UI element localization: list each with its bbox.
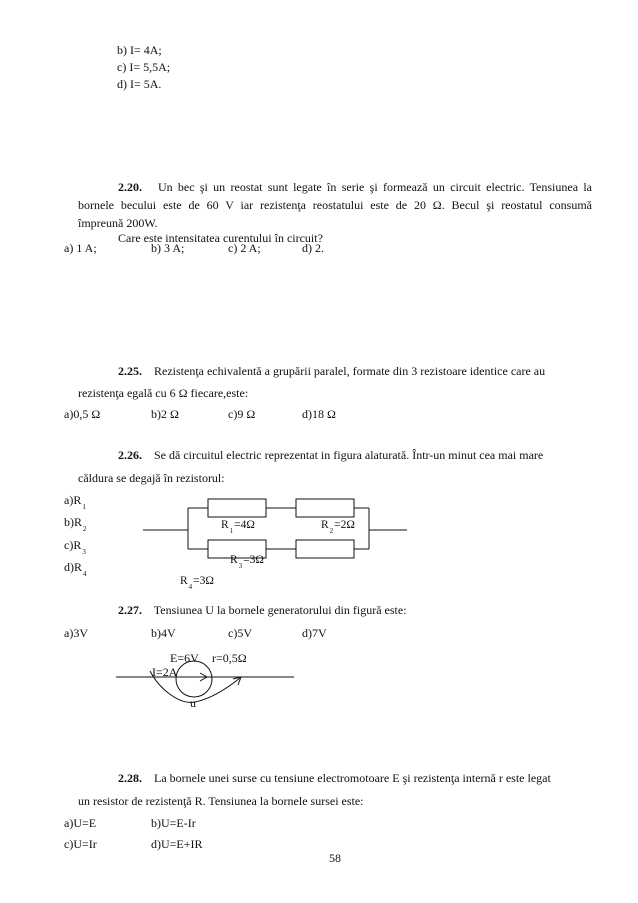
label-current: I=2A xyxy=(152,665,178,679)
label-r4-main: R xyxy=(180,575,188,587)
problem-2-27-number: 2.27. xyxy=(118,603,142,617)
problem-2-27-answer-a: a)3V xyxy=(64,626,88,640)
problem-2-27-answer-d: d)7V xyxy=(302,626,327,640)
generator-source-circle xyxy=(176,661,212,697)
problem-2-28-answer-d: d)U=E+IR xyxy=(151,837,203,851)
answer-d-sub: 4 xyxy=(83,570,87,578)
answer-b-prefix: b)R xyxy=(64,515,82,529)
label-r3-sub: 3 xyxy=(238,562,243,570)
problem-2-20-answer-b: b) 3 A; xyxy=(151,241,185,255)
problem-2-25-answer-c: c)9 Ω xyxy=(228,407,256,421)
problem-2-20-question: Care este intensitatea curentului în circuit? xyxy=(118,231,323,245)
problem-2-25-answer-a: a)0,5 Ω xyxy=(64,407,101,421)
problem-2-25-number: 2.25. xyxy=(118,364,142,378)
answer-b-prev: b) I= 4A; xyxy=(117,43,162,57)
label-voltage-u: u xyxy=(190,696,196,710)
problem-2-20-line3: împreună 200W. xyxy=(78,216,158,230)
label-r1-main: R xyxy=(221,519,229,531)
problem-2-25-answer-b: b)2 Ω xyxy=(151,407,179,421)
label-r4-sub: 4 xyxy=(188,583,193,591)
answer-a-sub: 1 xyxy=(82,503,86,511)
problem-2-28-line1 xyxy=(118,772,551,784)
problem-2-28-answer-b: b)U=E-Ir xyxy=(151,816,196,830)
problem-2-28-answer-c: c)U=Ir xyxy=(64,837,97,851)
label-emf: E=6V xyxy=(170,651,199,665)
problem-2-28-number: 2.28. xyxy=(118,771,142,785)
label-r2-value: =2Ω xyxy=(334,519,355,531)
label-r1-value: =4Ω xyxy=(234,519,255,531)
problem-2-20-answer-c: c) 2 A; xyxy=(228,241,261,255)
problem-2-20-line2: bornele becului este de 60 V iar rezistenţa reostatului este de 20 Ω. Becul şi reostatul consumă xyxy=(78,198,592,212)
page-number: 58 xyxy=(329,851,341,865)
problem-2-20-number: 2.20. xyxy=(118,180,142,194)
problem-2-25-line2: rezistenţa egală cu 6 Ω fiecare,este: xyxy=(78,386,249,400)
problem-2-27-line1-text: Tensiunea U la bornele generatorului din figură este: xyxy=(153,603,407,617)
label-r3-value: =3Ω xyxy=(243,554,264,566)
answer-c-prev: c) I= 5,5A; xyxy=(117,60,171,74)
answer-a-prefix: a)R xyxy=(64,493,82,507)
problem-2-28-line2: un resistor de rezistenţă R. Tensiunea la bornele sursei este: xyxy=(78,794,364,808)
problem-2-26-number: 2.26. xyxy=(118,448,142,462)
label-internal-r: r=0,5Ω xyxy=(212,651,247,665)
problem-2-28-line1-text: La bornele unei surse cu tensiune electromotoare E şi rezistenţa internă r este legat xyxy=(154,771,551,785)
problem-2-25-answer-d: d)18 Ω xyxy=(302,407,336,421)
problem-2-27-answer-b: b)4V xyxy=(151,626,176,640)
label-r1-sub: 1 xyxy=(229,527,234,535)
answer-b-sub: 2 xyxy=(83,525,87,533)
problem-2-26-line2: căldura se degajă în rezistorul: xyxy=(78,471,225,485)
label-r2-sub: 2 xyxy=(329,527,334,535)
problem-2-25-line1-text: Rezistenţa echivalentă a grupării paralel, formate din 3 rezistoare identice care au xyxy=(154,364,546,378)
problem-2-27-answer-c: c)5V xyxy=(228,626,252,640)
answer-c-prefix: c)R xyxy=(64,538,82,552)
answer-d-prefix: d)R xyxy=(64,560,82,574)
problem-2-20-answer-a: a) 1 A; xyxy=(64,241,97,255)
problem-2-28-answer-a: a)U=E xyxy=(64,816,97,830)
problem-2-20-line1-text: Un bec şi un reostat sunt legate în serie şi formează un circuit electric. Tensiunea la xyxy=(157,180,593,194)
problem-2-26-line1-text: Se dă circuitul electric reprezentat in figura alaturată. Într-un minut cea mai mare xyxy=(154,448,544,462)
problem-2-20-answer-d: d) 2. xyxy=(302,241,324,255)
label-r4-value: =3Ω xyxy=(193,575,214,587)
answer-c-sub: 3 xyxy=(82,548,86,556)
answer-d-prev: d) I= 5A. xyxy=(117,77,162,91)
label-r2-main: R xyxy=(321,519,329,531)
label-r3-main: R xyxy=(230,554,238,566)
